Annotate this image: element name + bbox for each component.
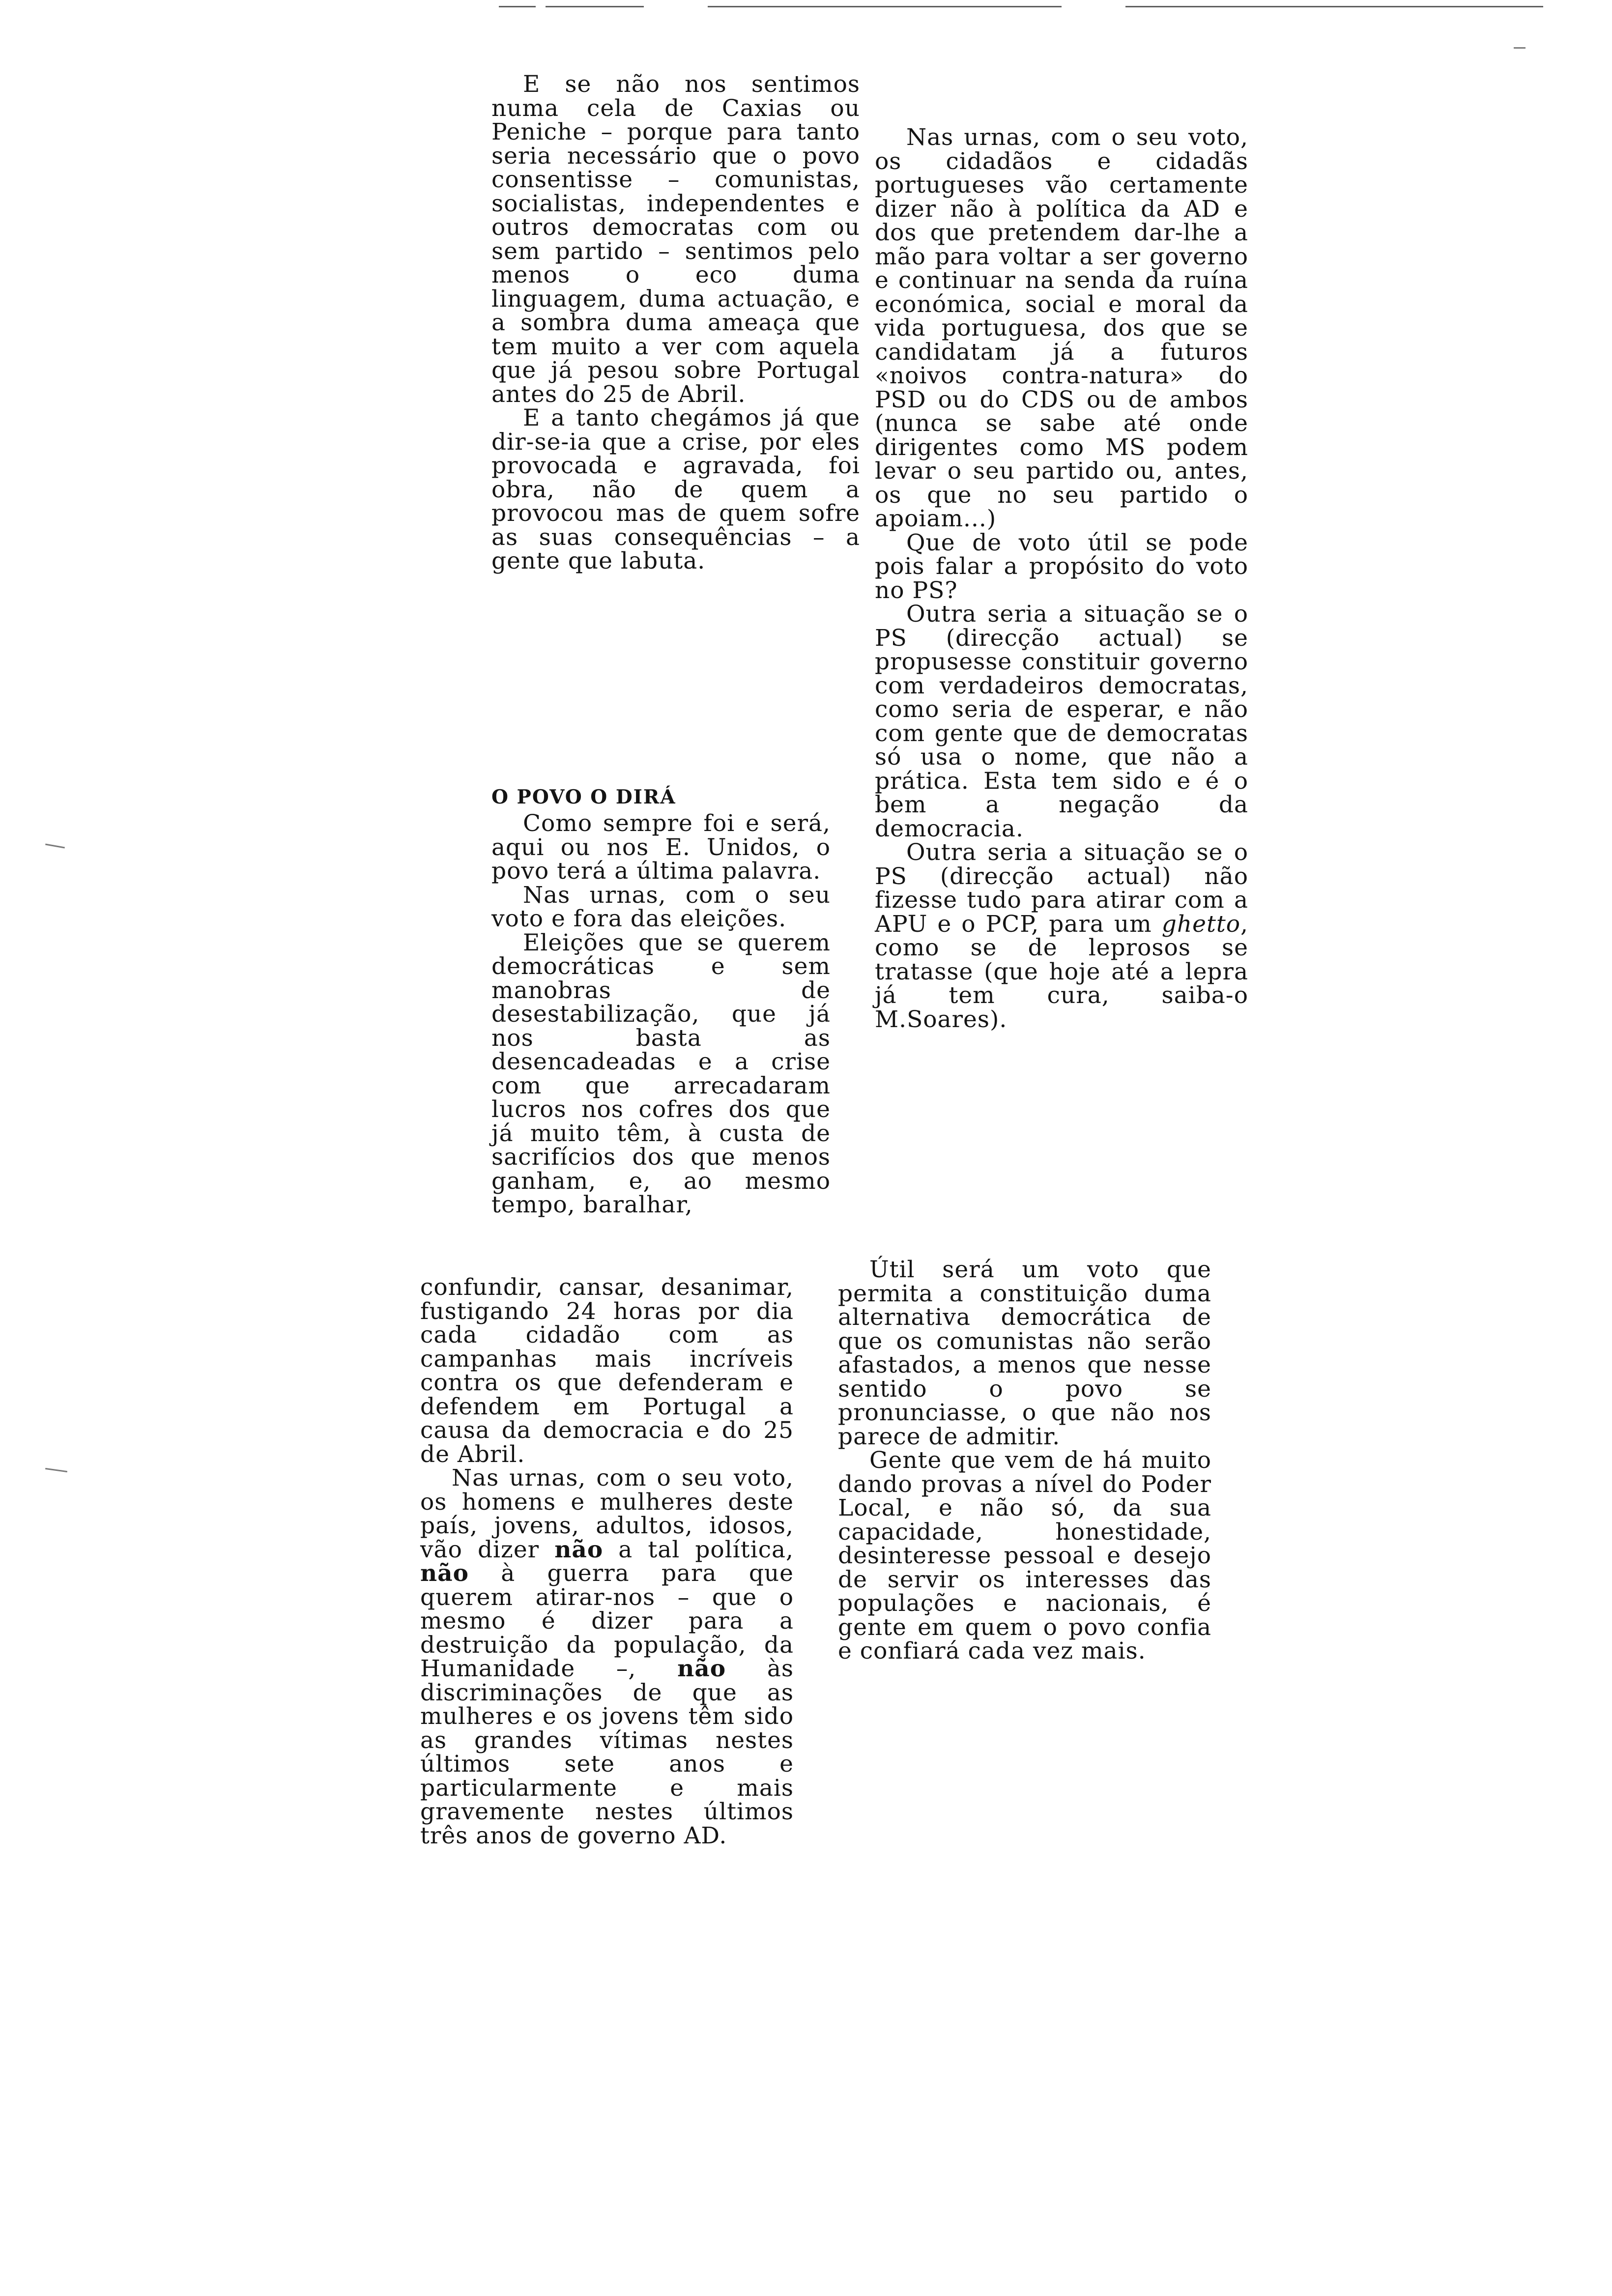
emphasis: não bbox=[677, 1655, 726, 1682]
emphasis: não bbox=[554, 1536, 604, 1563]
paragraph: Que de voto útil se pode pois falar a propósito do voto no PS? bbox=[875, 529, 1248, 604]
text-run: Nas urnas, com o seu voto, os homens e mulheres deste país, jovens, adultos, idosos, vão dizer bbox=[420, 1464, 794, 1563]
paragraph-continuation: confundir, cansar, desanimar, fustigando 24 horas por dia cada cidadão com as campanhas mais incríveis contra os que defenderam e defendem em Portugal a causa da democracia e do 25 de Abril. bbox=[420, 1274, 794, 1468]
right-column-upper bbox=[875, 126, 1248, 1032]
paragraph: Outra seria a situação se o PS (direcção actual) se propusesse constituir governo com verdadeiros democratas, como seria de esperar, e não com gente que de democratas só usa o nome, que não a prática. Esta tem sido e é o bem a negação da democracia. bbox=[875, 601, 1248, 842]
paragraph: Eleições que se querem democráticas e sem manobras de desestabilização, que já nos basta as desencadeadas e a crise com que arrecadaram lucros nos cofres dos que já muito têm, à custa de sacrifícios dos que menos ganham, e, ao mesmo tempo, baralhar, bbox=[491, 929, 831, 1218]
paragraph: Nas urnas, com o seu voto, os cidadãos e cidadãs portugueses vão certamente dizer não à política da AD e dos que pretendem dar-lhe a mão para voltar a ser governo e continuar na senda da ruína económica, social e moral da vida portuguesa, dos que se candidatam já a futuros «noivos contra-natura» do PSD ou do CDS ou de ambos (nunca se sabe até onde dirigentes como MS podem levar o seu partido ou, antes, os que no seu partido o apoiam...) bbox=[875, 124, 1248, 532]
right-column-lower bbox=[838, 1258, 1211, 1664]
paragraph: Gente que vem de há muito dando provas a nível do Poder Local, e não só, da sua capacidade, honestidade, desinteresse pessoal e desejo de servir os interesses das populações e nacionais, é gente em quem o povo confia e confiará cada vez mais. bbox=[838, 1447, 1211, 1665]
paragraph bbox=[875, 841, 1248, 1032]
paragraph bbox=[420, 1466, 794, 1848]
text-run: Outra seria a situação se o PS (direcção actual) não fizesse tudo para atirar com a APU e o PCP, para um bbox=[875, 839, 1248, 938]
left-column-upper bbox=[491, 73, 860, 574]
text-run: às discriminações de que as mulheres e os jovens têm sido as grandes vítimas nestes últimos sete anos e particularmente e mais gravemente nestes últimos três anos de governo AD. bbox=[420, 1655, 794, 1849]
top-rule-3 bbox=[708, 6, 1062, 7]
paragraph: Útil será um voto que permita a constituição duma alternativa democrática de que os comunistas não serão afastados, a menos que nesse sentido o povo se pronunciasse, o que não nos parece de admitir. bbox=[838, 1256, 1211, 1450]
scan-mark-left-2 bbox=[45, 1468, 67, 1472]
section-heading: O POVO O DIRÁ bbox=[491, 786, 676, 808]
scan-mark-top-right bbox=[1514, 47, 1526, 49]
top-rule-1 bbox=[499, 6, 536, 7]
paragraph: Nas urnas, com o seu voto e fora das eleições. bbox=[491, 881, 831, 932]
paragraph: E se não nos sentimos numa cela de Caxias ou Peniche – porque para tanto seria necessário que o povo consentisse – comunistas, socialistas, independentes e outros democratas com ou sem partido – sentimos pelo menos o eco duma linguagem, duma actuação, e a sombra duma ameaça que tem muito a ver com aquela que já pesou sobre Portugal antes do 25 de Abril. bbox=[491, 71, 860, 408]
italic-word: ghetto bbox=[1161, 910, 1241, 938]
text-run: a tal política, bbox=[603, 1536, 794, 1563]
scan-mark-left-1 bbox=[45, 844, 65, 849]
text-run: , como se de leprosos se tratasse (que hoje até a lepra já tem cura, saiba-o M.Soares). bbox=[875, 910, 1248, 1033]
top-rule-4 bbox=[1125, 6, 1543, 7]
emphasis: não bbox=[420, 1560, 469, 1587]
left-column-middle bbox=[491, 782, 831, 1217]
paragraph: E a tanto chegámos já que dir-se-ia que a crise, por eles provocada e agravada, foi obra, não de quem a provocou mas de quem sofre as suas consequências – a gente que labuta. bbox=[491, 404, 860, 574]
top-rule-2 bbox=[546, 6, 644, 7]
text-run: à guerra para que querem atirar-nos – que o mesmo é dizer para a destruição da população, da Humanidade –, bbox=[420, 1560, 794, 1682]
paragraph: Como sempre foi e será, aqui ou nos E. Unidos, o povo terá a última palavra. bbox=[491, 810, 831, 885]
left-column-lower bbox=[420, 1276, 794, 1848]
